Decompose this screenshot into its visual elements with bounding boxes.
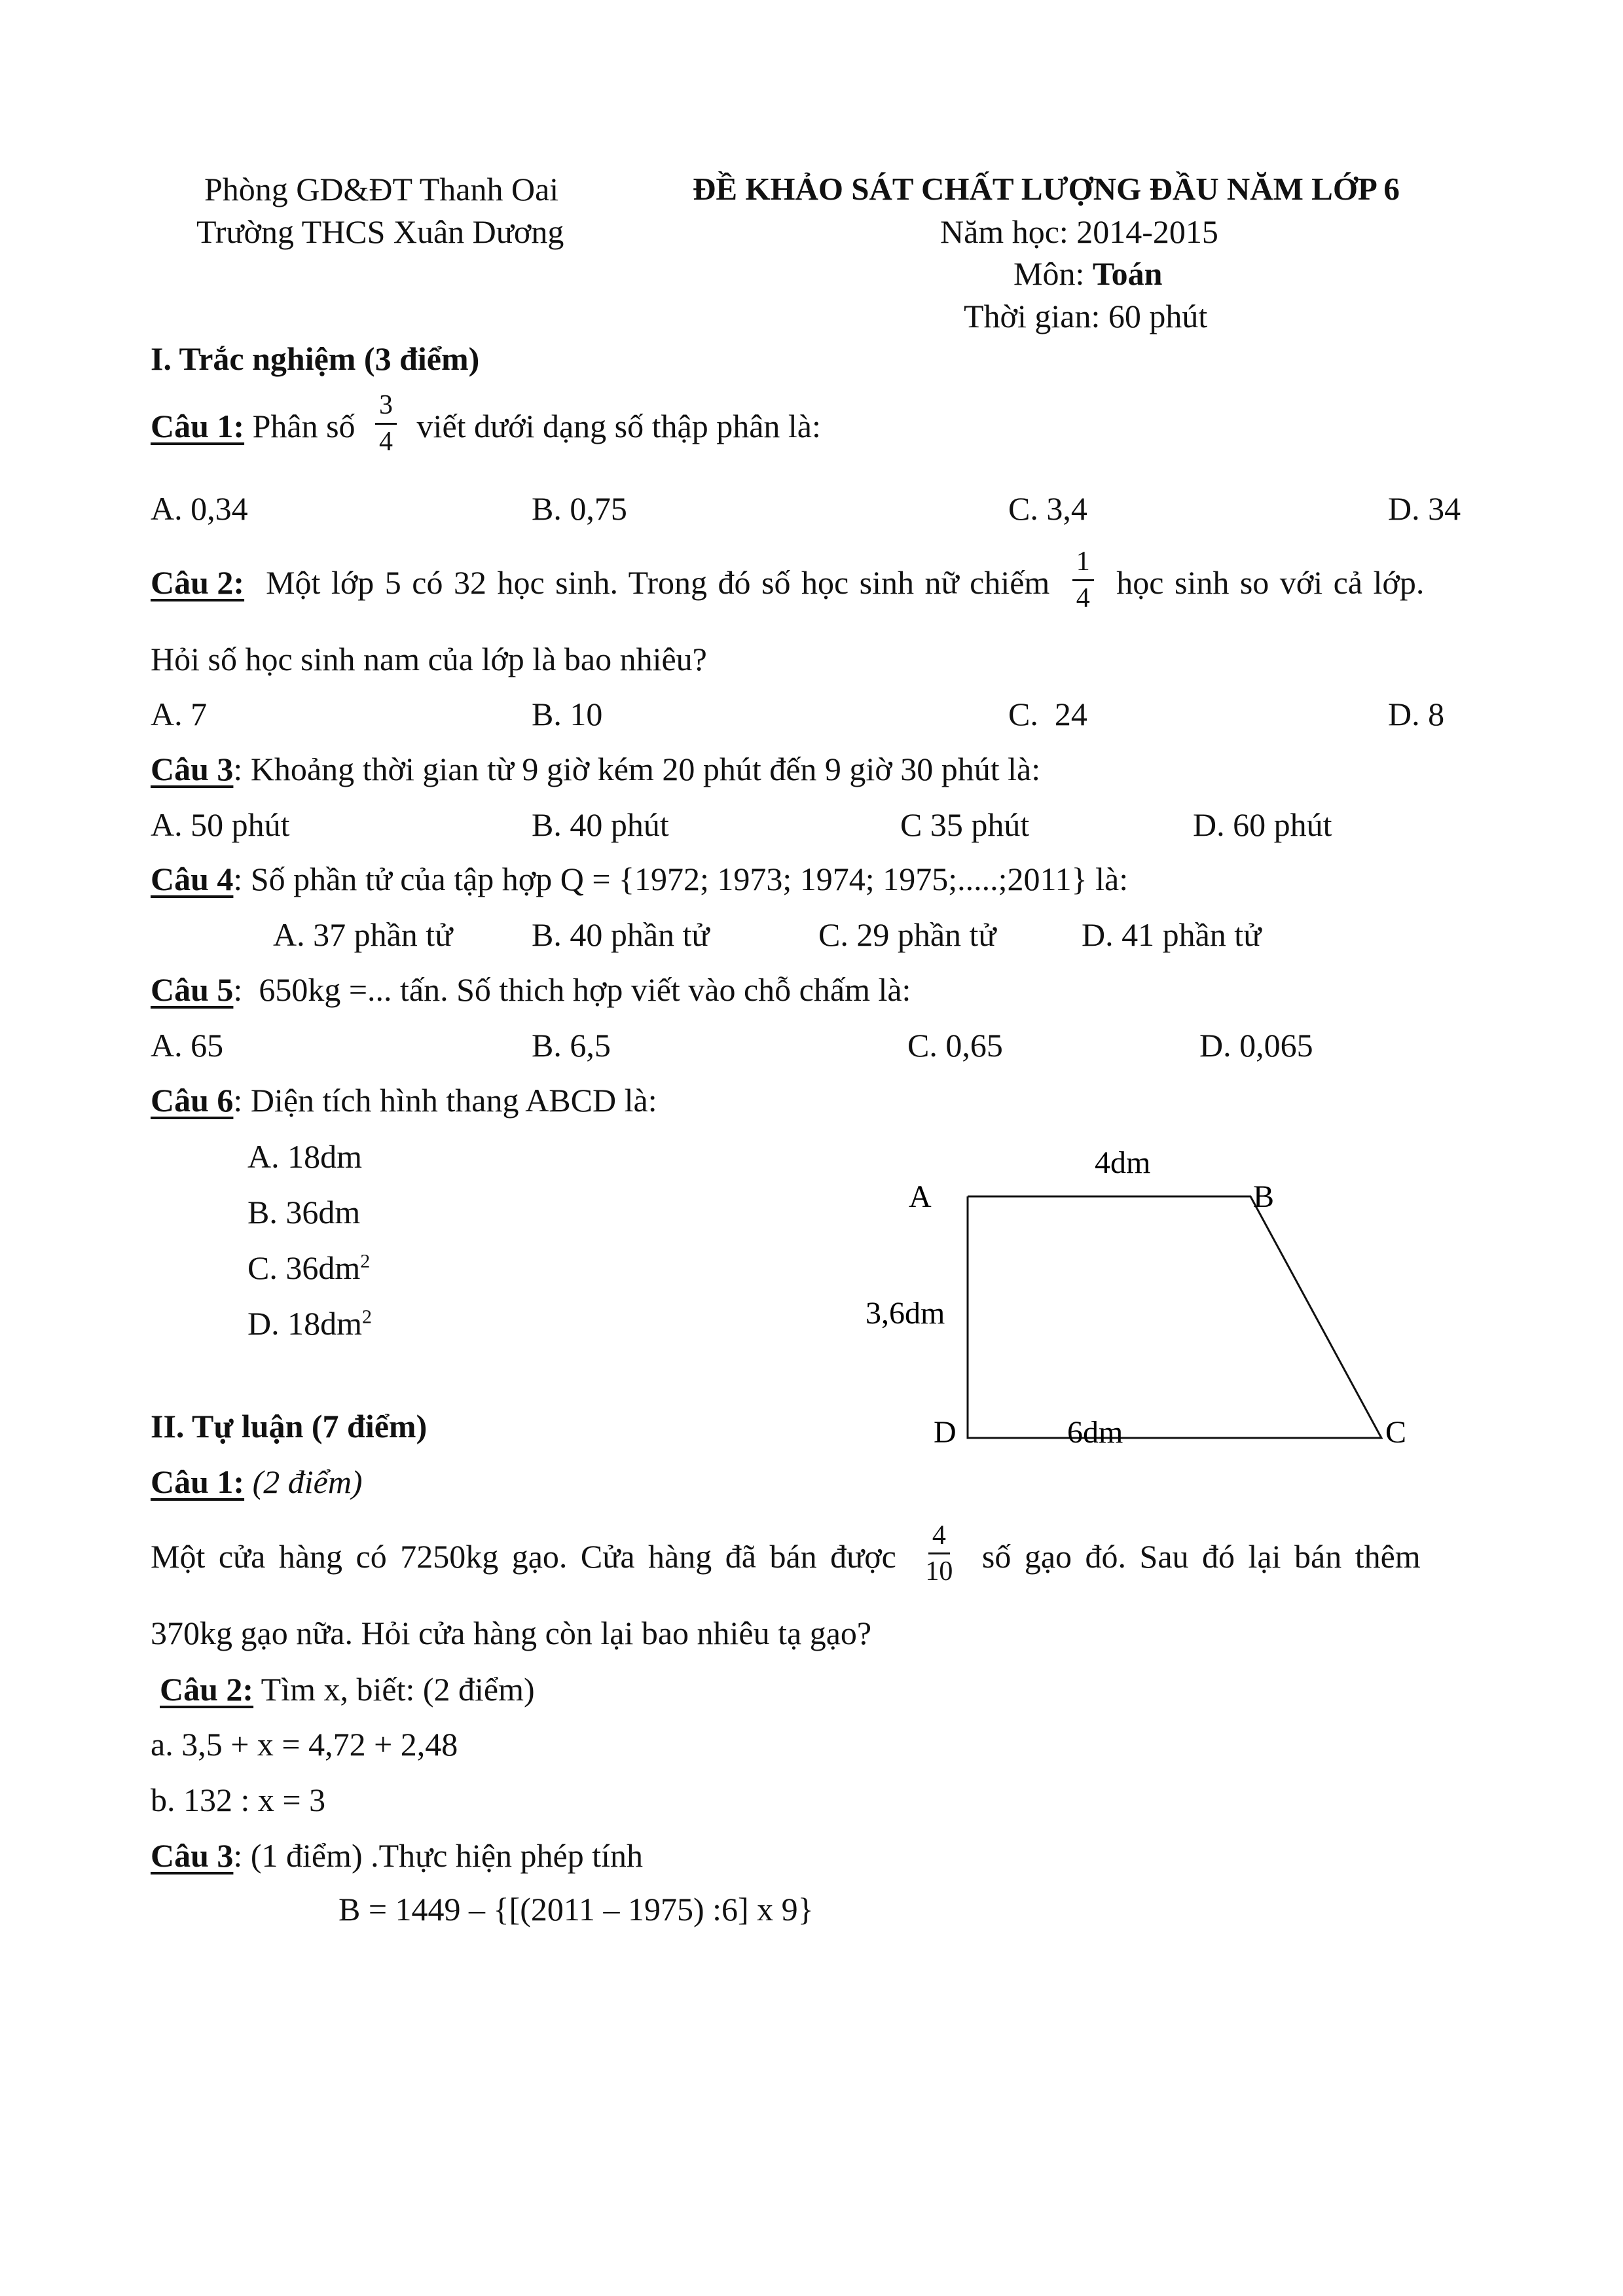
essay-q1-text-a: Một cửa hàng có 7250kg gạo. Cửa hàng đã bán được xyxy=(151,1537,910,1575)
question-3-label: Câu 3 xyxy=(151,751,234,787)
question-2-line2: Hỏi số học sinh nam của lớp là bao nhiêu? xyxy=(151,641,707,677)
q6-option-c-text: C. 36dm xyxy=(247,1249,361,1286)
bottom-base-length: 6dm xyxy=(1067,1415,1123,1450)
vertex-c-label: C xyxy=(1385,1415,1407,1450)
q1-option-d: D. 34 xyxy=(1388,490,1461,527)
square-exponent: 2 xyxy=(362,1306,372,1328)
q2-option-d: D. 8 xyxy=(1388,696,1445,732)
q2-option-a: A. 7 xyxy=(151,696,208,732)
q3-option-c: C 35 phút xyxy=(900,806,1030,843)
question-1-text-b: viết dưới dạng số thập phân là: xyxy=(409,408,821,444)
essay-q3-expression: B = 1449 – {[(2011 – 1975) :6] x 9} xyxy=(338,1891,814,1928)
question-4-label: Câu 4 xyxy=(151,861,234,897)
question-4-text: : Số phần tử của tập hợp Q = {1972; 1973; 1974; 1975;.....;2011} là: xyxy=(233,861,1129,897)
essay-question-2-text: Tìm x, biết: (2 điểm) xyxy=(253,1671,535,1708)
q1-option-c: C. 3,4 xyxy=(1008,490,1087,527)
exam-title: ĐỀ KHẢO SÁT CHẤT LƯỢNG ĐẦU NĂM LỚP 6 xyxy=(693,171,1400,207)
question-1-text-a: Phân số xyxy=(244,408,364,444)
question-6-text: : Diện tích hình thang ABCD là: xyxy=(233,1082,657,1119)
essay-question-1 xyxy=(151,1465,363,1498)
essay-question-2-label: Câu 2: xyxy=(160,1671,254,1708)
subject-line xyxy=(1013,257,1162,290)
vertex-b-label: B xyxy=(1253,1179,1275,1214)
top-base-length: 4dm xyxy=(1095,1145,1151,1180)
essay-question-1-line2: 370kg gạo nữa. Hỏi cửa hàng còn lại bao nhiêu tạ gạo? xyxy=(151,1615,872,1651)
q6-option-a: A. 18dm xyxy=(247,1138,362,1175)
q1-option-b: B. 0,75 xyxy=(532,490,627,527)
department-name: Phòng GD&ĐT Thanh Oai xyxy=(204,171,559,207)
vertex-d-label: D xyxy=(934,1415,957,1450)
part2-title: II. Tự luận (7 điểm) xyxy=(151,1408,428,1444)
question-6-label: Câu 6 xyxy=(151,1082,234,1119)
q6-option-d-text: D. 18dm xyxy=(247,1305,362,1342)
question-2 xyxy=(151,547,1552,613)
question-5 xyxy=(151,973,911,1006)
fraction-numerator: 3 xyxy=(375,391,397,424)
q4-option-d: D. 41 phần tử xyxy=(1082,916,1262,953)
q1-option-a: A. 0,34 xyxy=(151,490,248,527)
question-5-text: : 650kg =... tấn. Số thich hợp viết vào chỗ chấm là: xyxy=(233,971,911,1008)
essay-question-1-body xyxy=(151,1520,1552,1587)
question-2-fraction xyxy=(1072,547,1094,612)
subject-label: Môn: xyxy=(1013,255,1093,292)
fraction-numerator: 4 xyxy=(928,1521,950,1554)
vertex-a-label: A xyxy=(909,1179,932,1214)
essay-q2-part-a: a. 3,5 + x = 4,72 + 2,48 xyxy=(151,1726,458,1763)
height-length: 3,6dm xyxy=(866,1296,945,1331)
q5-option-d: D. 0,065 xyxy=(1199,1027,1313,1064)
q3-option-d: D. 60 phút xyxy=(1193,806,1332,843)
q2-option-c: C. 24 xyxy=(1008,696,1087,732)
trapezoid-figure xyxy=(851,1126,1440,1453)
question-1-fraction xyxy=(375,391,397,456)
q4-option-b: B. 40 phần tử xyxy=(532,916,710,953)
essay-question-1-points: (2 điểm) xyxy=(244,1463,363,1500)
fraction-denominator: 4 xyxy=(1076,583,1090,613)
essay-q1-text-b: số gạo đó. Sau đó lại bán thêm xyxy=(968,1537,1421,1575)
question-5-label: Câu 5 xyxy=(151,971,234,1008)
question-2-text-b: học sinh so với cả lớp. xyxy=(1105,564,1425,601)
fraction-denominator: 4 xyxy=(379,426,393,457)
fraction-numerator: 1 xyxy=(1072,547,1094,581)
q3-option-b: B. 40 phút xyxy=(532,806,669,843)
essay-question-1-label: Câu 1: xyxy=(151,1463,245,1500)
question-1 xyxy=(151,390,821,457)
essay-question-3-label: Câu 3 xyxy=(151,1837,234,1874)
q3-option-a: A. 50 phút xyxy=(151,806,290,843)
q6-option-b: B. 36dm xyxy=(247,1194,361,1230)
exam-duration: Thời gian: 60 phút xyxy=(964,298,1208,334)
q5-option-a: A. 65 xyxy=(151,1027,224,1064)
question-2-text-a: Một lớp 5 có 32 học sinh. Trong đó số học sinh nữ chiếm xyxy=(244,564,1061,601)
q2-option-b: B. 10 xyxy=(532,696,603,732)
q6-option-c xyxy=(247,1251,370,1284)
question-1-label: Câu 1: xyxy=(151,408,245,444)
essay-question-2 xyxy=(160,1673,535,1706)
question-4 xyxy=(151,863,1128,895)
question-3-text: : Khoảng thời gian từ 9 giờ kém 20 phút đến 9 giờ 30 phút là: xyxy=(233,751,1041,787)
q4-option-c: C. 29 phần tử xyxy=(818,916,996,953)
essay-question-3 xyxy=(151,1839,643,1872)
trapezoid-shape xyxy=(968,1196,1381,1438)
q6-option-d xyxy=(247,1307,372,1340)
part1-title: I. Trắc nghiệm (3 điểm) xyxy=(151,340,480,377)
question-6 xyxy=(151,1084,657,1117)
essay-q2-part-b: b. 132 : x = 3 xyxy=(151,1782,326,1818)
school-name: Trường THCS Xuân Dương xyxy=(196,213,564,250)
q5-option-c: C. 0,65 xyxy=(907,1027,1003,1064)
q4-option-a: A. 37 phần tử xyxy=(273,916,453,953)
school-year: Năm học: 2014-2015 xyxy=(940,213,1218,250)
fraction-denominator: 10 xyxy=(925,1556,953,1587)
question-2-label: Câu 2: xyxy=(151,564,245,601)
subject-name: Toán xyxy=(1092,255,1163,292)
square-exponent: 2 xyxy=(360,1250,371,1272)
essay-question-3-text: : (1 điểm) .Thực hiện phép tính xyxy=(233,1837,643,1874)
essay-q1-fraction xyxy=(921,1521,957,1586)
question-3 xyxy=(151,753,1040,785)
q5-option-b: B. 6,5 xyxy=(532,1027,611,1064)
